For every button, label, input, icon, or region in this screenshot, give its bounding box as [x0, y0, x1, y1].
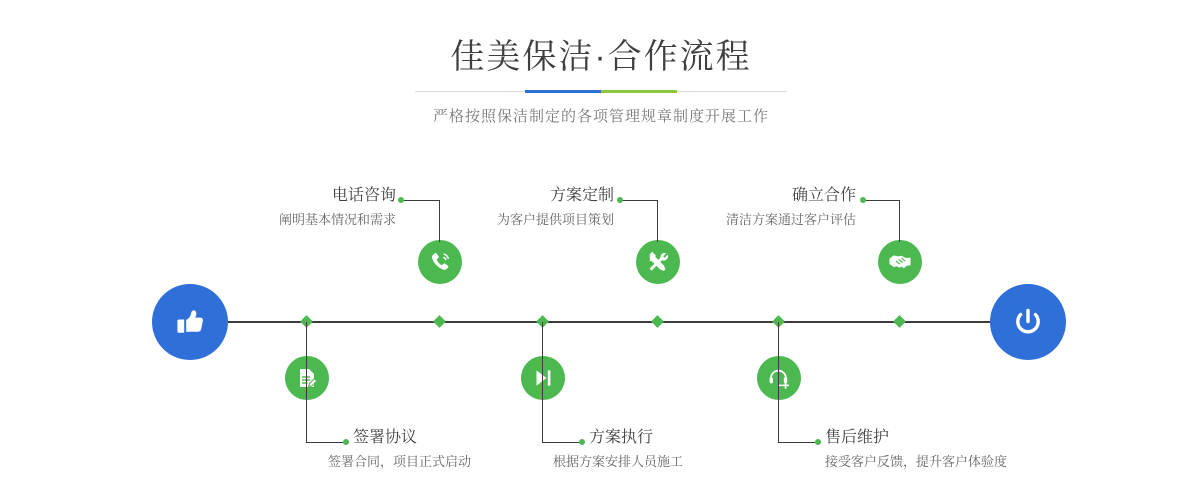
page-subtitle: 严格按照保洁制定的各项管理规章制度开展工作: [432, 108, 769, 125]
step-6-desc: 接受客户反馈，提升客户体验度: [825, 454, 1008, 469]
step-4-title: 方案执行: [589, 429, 654, 446]
step-4-label: [553, 428, 684, 472]
step-5-title: 确立合作: [791, 187, 856, 204]
step-2-connector-lead: [306, 442, 346, 443]
title-divider: [415, 90, 787, 93]
thumbs-up-icon: [170, 302, 210, 342]
step-6-connector-vertical: [778, 322, 779, 442]
step-3-connector-vertical: [657, 200, 658, 242]
step-4-connector-vertical: [542, 322, 543, 442]
step-5-connector-lead: [864, 200, 900, 201]
timeline-end-node: [990, 284, 1066, 360]
tools-icon: [645, 249, 671, 275]
step-6-title: 售后维护: [825, 429, 890, 446]
phone-call-icon: [427, 249, 453, 275]
power-icon: [1008, 302, 1048, 342]
step-5-desc: 清洁方案通过客户评估: [725, 212, 856, 227]
step-5-lead-dot: [860, 197, 866, 203]
step-1-label: [256, 186, 396, 230]
step-6-label: [825, 428, 1007, 472]
step-5-axis-marker: [893, 315, 906, 328]
step-1-axis-marker: [433, 315, 446, 328]
step-5-label: [704, 186, 856, 230]
step-4-icon-node: [521, 356, 565, 400]
step-4-lead-dot: [579, 439, 585, 445]
step-1-connector-vertical: [439, 200, 440, 242]
customer-service-add-icon: [767, 366, 792, 391]
step-1-desc: 阐明基本情况和需求: [278, 212, 396, 227]
step-3-icon-node: [636, 240, 680, 284]
step-1-connector-lead: [401, 200, 440, 201]
step-3-axis-marker: [651, 315, 664, 328]
step-2-label: [328, 428, 472, 472]
step-5-icon-node: [878, 240, 922, 284]
step-3-label: [462, 186, 614, 230]
header: [0, 34, 1202, 126]
step-3-lead-dot: [617, 197, 623, 203]
step-1-icon-node: [418, 240, 462, 284]
step-4-connector-lead: [542, 442, 582, 443]
step-1-lead-dot: [398, 197, 404, 203]
page-title: 佳美保洁·合作流程: [450, 38, 752, 76]
step-3-title: 方案定制: [549, 187, 614, 204]
step-6-icon-node: [757, 356, 801, 400]
step-2-title: 签署协议: [353, 429, 418, 446]
divider-accent-blue: [525, 90, 601, 93]
step-1-title: 电话咨询: [331, 187, 396, 204]
step-2-connector-vertical: [306, 322, 307, 442]
play-next-icon: [531, 366, 555, 390]
step-3-desc: 为客户提供项目策划: [496, 212, 614, 227]
step-6-lead-dot: [815, 439, 821, 445]
step-4-desc: 根据方案安排人员施工: [553, 454, 684, 469]
timeline-start-node: [152, 284, 228, 360]
step-5-connector-vertical: [899, 200, 900, 242]
step-2-desc: 签署合同，项目正式启动: [328, 454, 472, 469]
divider-accent-green: [601, 90, 677, 93]
handshake-icon: [887, 249, 913, 275]
step-6-connector-lead: [778, 442, 818, 443]
document-edit-icon: [295, 366, 319, 390]
step-3-connector-lead: [621, 200, 658, 201]
step-2-lead-dot: [343, 439, 349, 445]
step-2-icon-node: [285, 356, 329, 400]
